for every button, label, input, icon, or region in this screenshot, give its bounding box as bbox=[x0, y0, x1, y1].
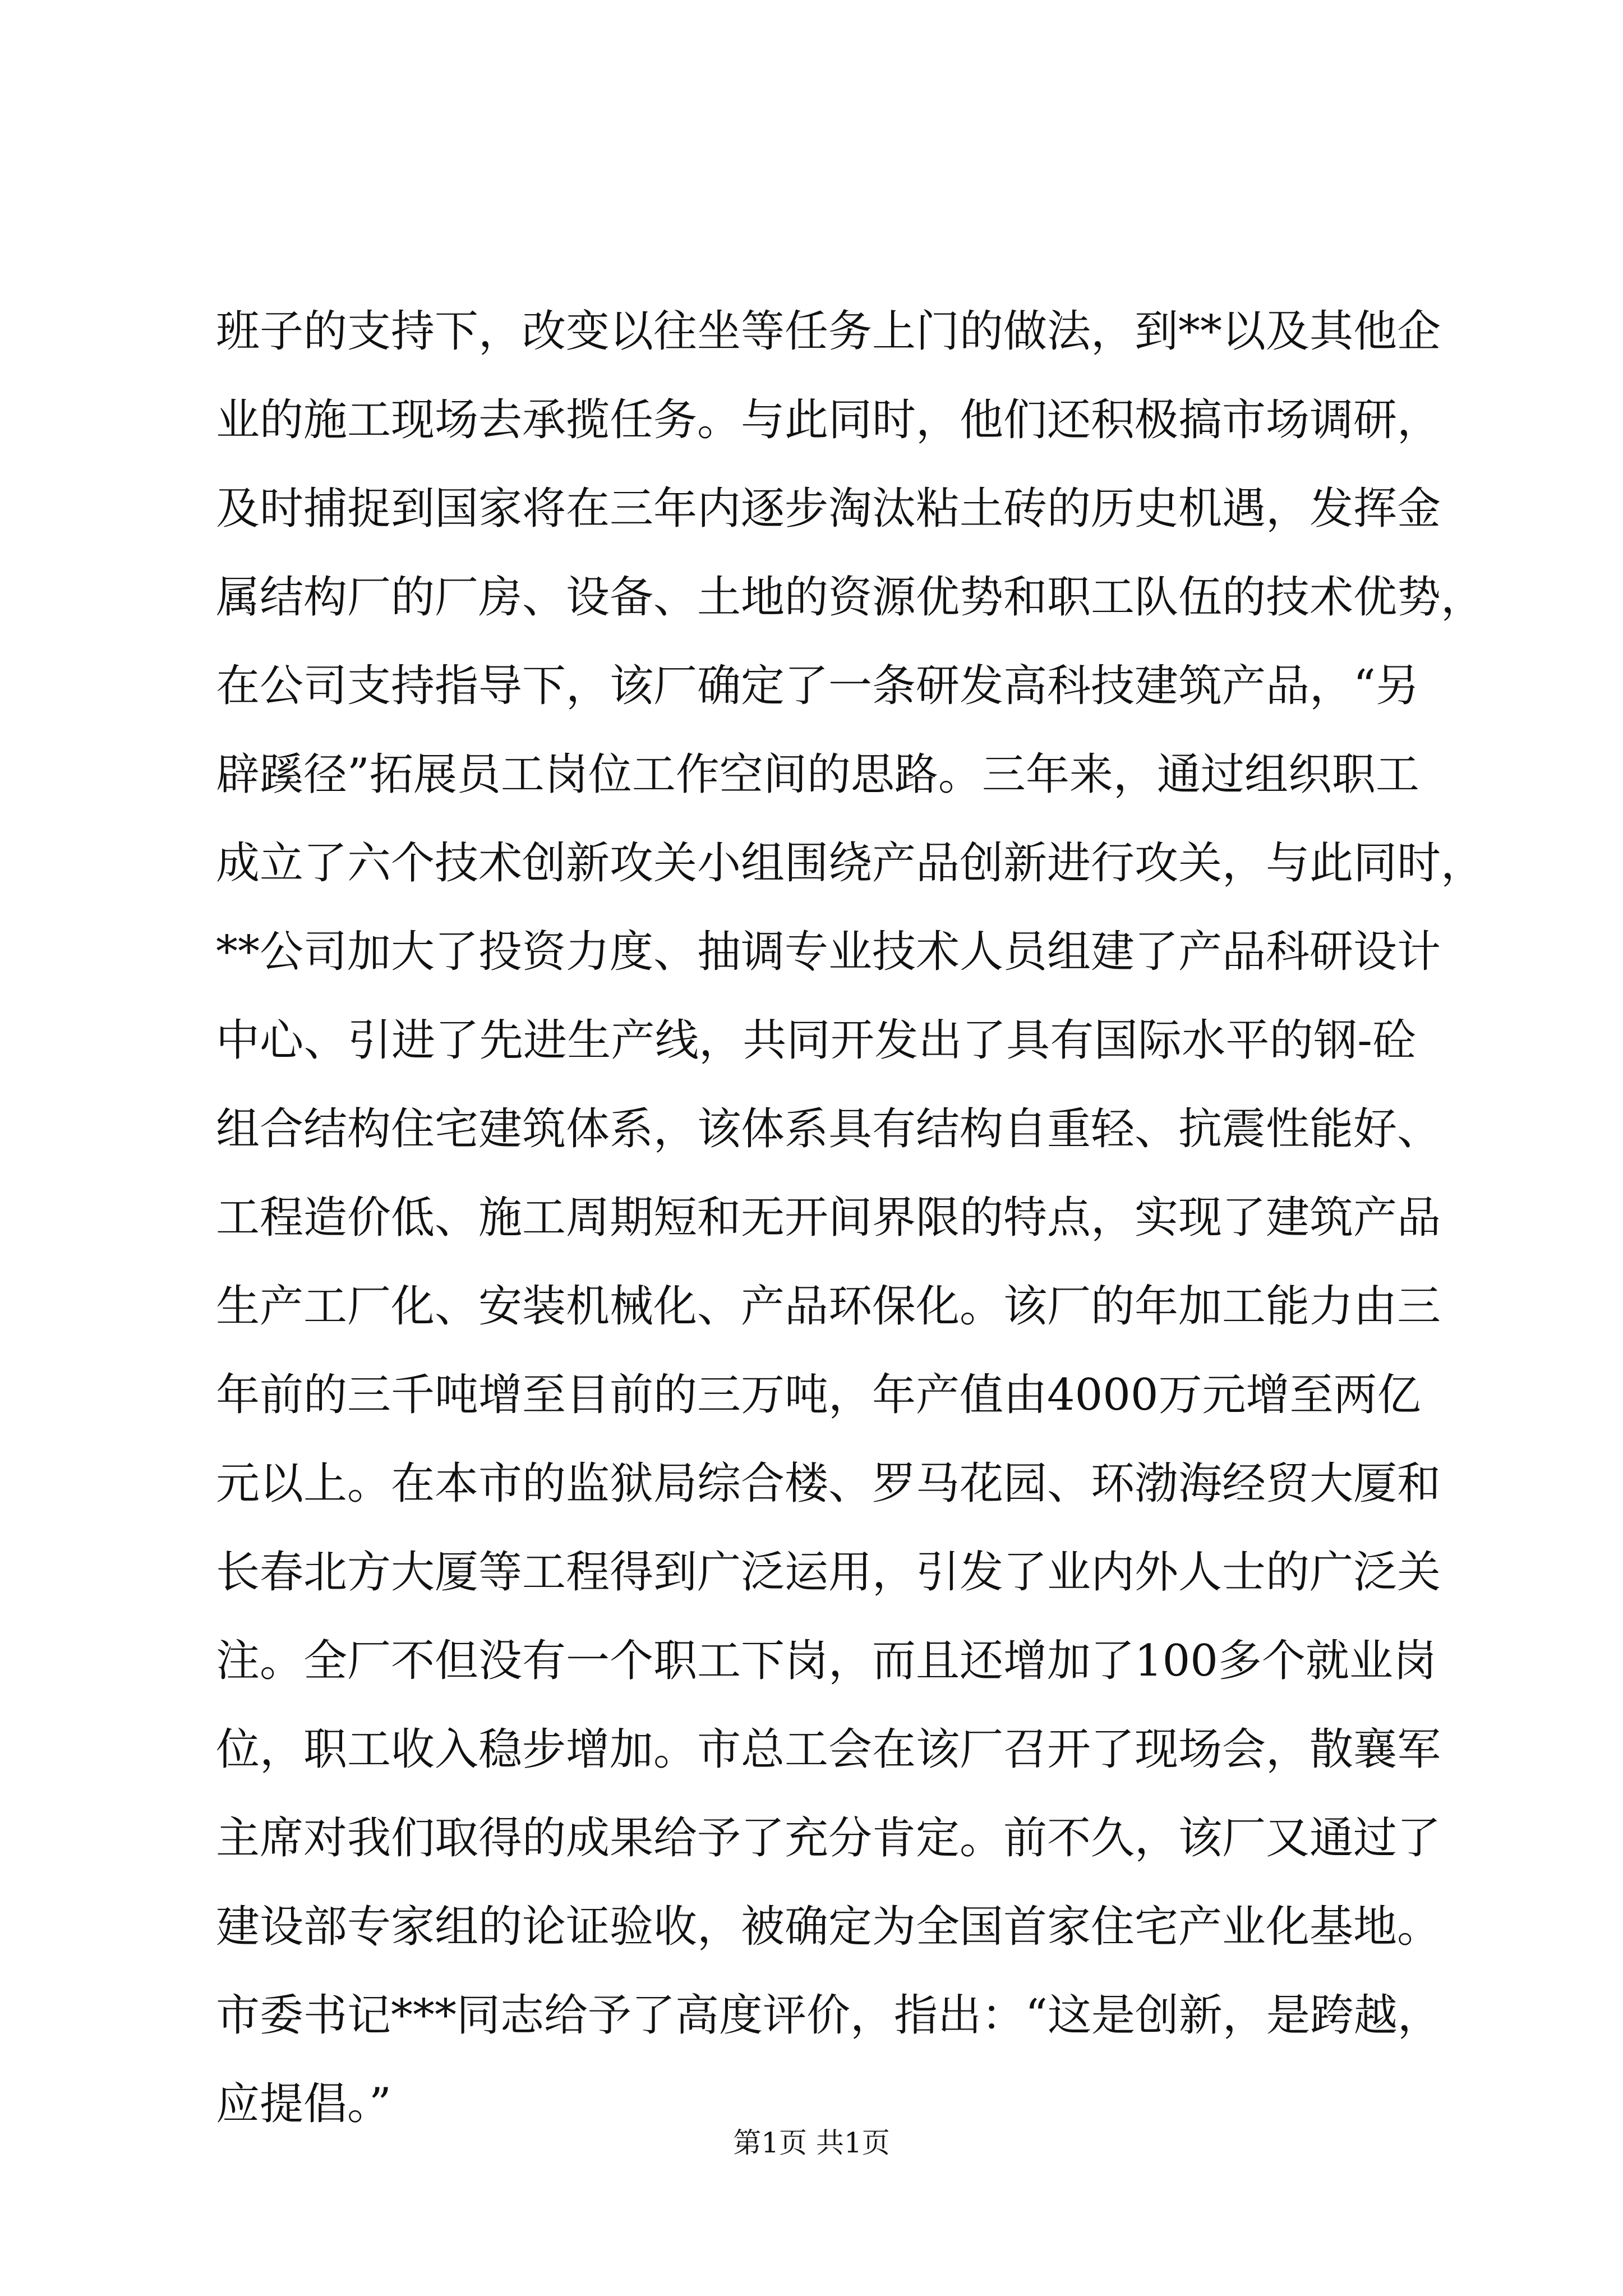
paragraph-line: 年前的三千吨增至目前的三万吨，年产值由4000万元增至两亿 bbox=[216, 1370, 1421, 1420]
page-footer: 第1页 共1页 bbox=[733, 2127, 890, 2159]
paragraph-line: 成立了六个技术创新攻关小组围绕产品创新进行攻关，与此同时， bbox=[216, 838, 1485, 889]
paragraph-line: **公司加大了投资力度、抽调专业技术人员组建了产品科研设计 bbox=[216, 927, 1441, 977]
paragraph-line: 位，职工收入稳步增加。市总工会在该厂召开了现场会，散襄军 bbox=[216, 1724, 1441, 1775]
paragraph-line: 中心、引进了先进生产线，共同开发出了具有国际水平的钢-砼 bbox=[216, 1015, 1416, 1066]
paragraph-line: 及时捕捉到国家将在三年内逐步淘汰粘土砖的历史机遇，发挥金 bbox=[216, 484, 1441, 534]
paragraph-line: 业的施工现场去承揽任务。与此同时，他们还积极搞市场调研， bbox=[216, 395, 1441, 445]
paragraph-line: 注。全厂不但没有一个职工下岗，而且还增加了100多个就业岗 bbox=[216, 1636, 1437, 1686]
paragraph-line: 市委书记***同志给予了高度评价，指出：“这是创新，是跨越， bbox=[216, 1990, 1441, 2041]
paragraph-line: 主席对我们取得的成果给予了充分肯定。前不久，该厂又通过了 bbox=[216, 1813, 1441, 1864]
paragraph-line: 应提倡。” bbox=[216, 2079, 391, 2129]
paragraph-line: 班子的支持下，改变以往坐等任务上门的做法，到**以及其他企 bbox=[216, 306, 1441, 357]
paragraph-line: 生产工厂化、安装机械化、产品环保化。该厂的年加工能力由三 bbox=[216, 1281, 1441, 1332]
paragraph-line: 长春北方大厦等工程得到广泛运用，引发了业内外人士的广泛关 bbox=[216, 1547, 1441, 1598]
body-paragraph bbox=[216, 287, 1485, 2148]
paragraph-line: 建设部专家组的论证验收，被确定为全国首家住宅产业化基地。 bbox=[216, 1902, 1441, 1952]
paragraph-line: 工程造价低、施工周期短和无开间界限的特点，实现了建筑产品 bbox=[216, 1193, 1441, 1243]
paragraph-line: 属结构厂的厂房、设备、土地的资源优势和职工队伍的技术优势， bbox=[216, 572, 1485, 623]
paragraph-line: 辟蹊径”拓展员工岗位工作空间的思路。三年来，通过组织职工 bbox=[216, 749, 1419, 800]
paragraph-line: 在公司支持指导下，该厂确定了一条研发高科技建筑产品，“另 bbox=[216, 661, 1419, 711]
paragraph-line: 组合结构住宅建筑体系，该体系具有结构自重轻、抗震性能好、 bbox=[216, 1104, 1441, 1154]
paragraph-line: 元以上。在本市的监狱局综合楼、罗马花园、环渤海经贸大厦和 bbox=[216, 1458, 1441, 1509]
